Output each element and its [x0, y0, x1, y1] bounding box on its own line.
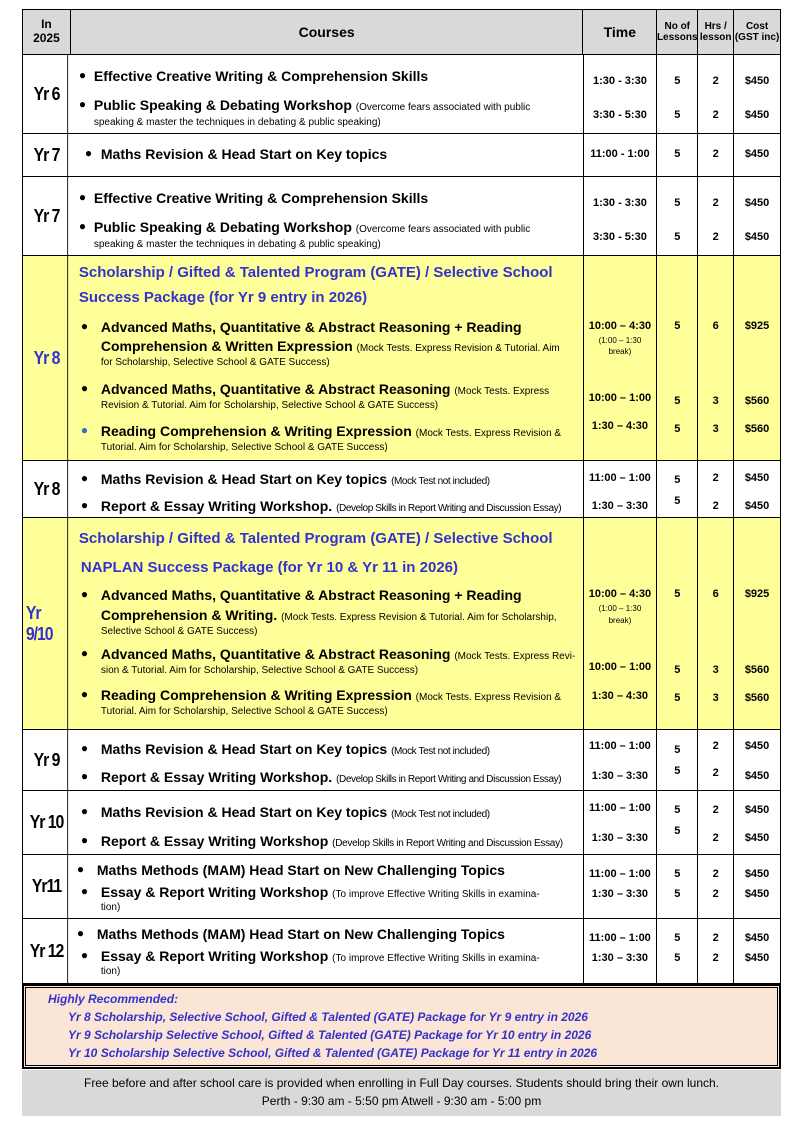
hours-cell: 6 3 3: [698, 518, 734, 729]
year-label: Yr 9: [26, 730, 68, 790]
hours-cell: 2 2: [698, 855, 734, 918]
recommended-line: Yr 8 Scholarship, Selective School, Gifted & Talented (GATE) Package for Yr 9 entry in 2026: [68, 1010, 588, 1024]
header-lessons: No of Lessons: [657, 10, 698, 54]
header-cost: Cost (GST inc): [734, 20, 780, 43]
time-cell: 11:00 - 1:00: [584, 134, 658, 176]
time-cell: 11:00 – 1:00 1:30 – 3:30: [584, 461, 658, 517]
table-row: [23, 134, 780, 177]
hours-cell: 2 2: [698, 461, 734, 517]
cost-cell: $450 $450: [744, 197, 770, 243]
hours-cell: 2 2: [698, 177, 734, 255]
cost-cell: $450 $450: [744, 804, 770, 844]
hours-cell: 2 2: [698, 730, 734, 790]
course-cell: ● Maths Revision & Head Start on Key topics (Mock Test not included) ● Report & Essay Writing Workshop (Develop Skills in Report Writing and Discussion Essay): [71, 791, 584, 854]
lessons-cell: 5 5: [657, 461, 698, 517]
lessons-cell: 5: [657, 134, 698, 176]
year-label: Yr 9/10: [26, 518, 68, 729]
table-row: [23, 55, 780, 134]
table-row: [23, 177, 780, 256]
header-time: Time: [583, 10, 657, 54]
package-title: NAPLAN Success Package (for Yr 10 & Yr 11 in 2026): [80, 559, 459, 576]
course-cell: ● Maths Revision & Head Start on Key topics (Mock Test not included) ● Report & Essay Writing Workshop. (Develop Skills in Report Writing and Discussion Essay): [71, 730, 584, 790]
lessons-cell: 5 5 5: [657, 518, 698, 729]
time-cell: 10:00 – 4:30 (1:00 – 1:30 break) 10:00 – 1:00 1:30 – 4:30: [584, 518, 658, 729]
cost-cell: $450 $450: [744, 868, 770, 900]
course-cell: ● Maths Methods (MAM) Head Start on New Challenging Topics ● Essay & Report Writing Workshop (To improve Effective Writing Skills in examina- tion): [71, 855, 584, 918]
hours-cell: 2: [698, 134, 734, 176]
hours-cell: 2 2: [698, 791, 734, 854]
cost-cell: $925 $560 $560: [744, 588, 770, 704]
cost-cell: $450 $450: [744, 472, 770, 512]
lessons-cell: 5 5: [657, 55, 698, 133]
time-cell: 11:00 – 1:00 1:30 – 3:30: [584, 855, 658, 918]
lessons-cell: 5 5: [657, 919, 698, 983]
time-cell: 1:30 - 3:30 3:30 - 5:30: [584, 177, 658, 255]
year-label: Yr 8: [26, 256, 68, 460]
course-cell: ● Maths Methods (MAM) Head Start on New Challenging Topics ● Essay & Report Writing Workshop (To improve Effective Writing Skills in examina- tion): [71, 919, 584, 983]
cost-cell: $450 $450: [744, 932, 770, 964]
table-row: [23, 730, 780, 791]
hours-cell: 6 3 3: [698, 256, 734, 460]
footer-note: Free before and after school care is provided when enrolling in Full Day courses. Students should bring their own lunch.: [83, 1076, 719, 1090]
cost-cell: $450: [744, 148, 770, 160]
course-cell: ● Effective Creative Writing & Comprehension Skills ● Public Speaking & Debating Workshop (Overcome fears associated with public speaking & master the techniques in debating & public speaking): [71, 55, 584, 133]
header-courses: Courses: [71, 10, 584, 54]
header-hours: Hrs / lesson: [698, 10, 734, 54]
table-header: [23, 10, 780, 55]
lessons-cell: 5 5: [657, 791, 698, 854]
footer-hours: Perth - 9:30 am - 5:50 pm Atwell - 9:30 am - 5:00 pm: [261, 1094, 542, 1108]
year-label: Yr 12: [26, 919, 68, 983]
table-row: [23, 461, 780, 518]
header-year: In 2025: [23, 10, 71, 54]
lessons-cell: 5 5: [657, 177, 698, 255]
table-row: [23, 791, 780, 855]
time-cell: 11:00 – 1:00 1:30 – 3:30: [584, 791, 658, 854]
time-cell: 11:00 – 1:00 1:30 – 3:30: [584, 919, 658, 983]
course-cell: ● Effective Creative Writing & Comprehension Skills ● Public Speaking & Debating Workshop (Overcome fears associated with public speaking & master the techniques in debating & public speaking): [71, 177, 584, 255]
lessons-cell: 5 5: [657, 855, 698, 918]
course-cell: Scholarship / Gifted & Talented Program (GATE) / Selective School Success Package (for Yr 9 entry in 2026) ● Advanced Maths, Quantitative & Abstract Reasoning + Reading Comprehension & Written Expression (Mock Tests. Express Revision & Tutorial. Aim for Scholarship, Selective School & GATE Success) ● Advanced Maths, Quantitative & Abstract Reasoning (Mock Tests. Express Revision & Tutorial. Aim for Scholarship, Selective School & GATE Success) ● Reading Comprehension & Writing Expression (Mock Tests. Express Revision & Tutorial. Aim for Scholarship, Selective School & GATE Success): [71, 256, 584, 460]
lessons-cell: 5 5 5: [657, 256, 698, 460]
time-cell: 11:00 – 1:00 1:30 – 3:30: [584, 730, 658, 790]
recommended-line: Yr 10 Scholarship Selective School, Gifted & Talented (GATE) Package for Yr 11 entry in 2026: [68, 1046, 598, 1060]
time-cell: 1:30 - 3:30 3:30 - 5:30: [584, 55, 658, 133]
lessons-cell: 5 5: [657, 730, 698, 790]
course-table: [22, 9, 781, 984]
table-row: [23, 919, 780, 983]
cost-cell: $450 $450: [744, 75, 770, 121]
year-label: Yr 10: [26, 791, 68, 854]
year-label: Yr 7: [26, 134, 68, 176]
table-row: [23, 518, 780, 730]
recommended-line: Yr 9 Scholarship Selective School, Gifted & Talented (GATE) Package for Yr 10 entry in 2026: [68, 1028, 592, 1042]
cost-cell: $925 $560 $560: [744, 320, 770, 435]
time-cell: 10:00 – 4:30 (1:00 – 1:30 break) 10:00 – 1:00 1:30 – 4:30: [584, 256, 658, 460]
course-cell: ● Maths Revision & Head Start on Key topics (Mock Test not included) ● Report & Essay Writing Workshop. (Develop Skills in Report Writing and Discussion Essay): [71, 461, 584, 517]
package-title: Scholarship / Gifted & Talented Program (GATE) / Selective School: [78, 264, 553, 281]
course-cell: Scholarship / Gifted & Talented Program (GATE) / Selective School NAPLAN Success Package (for Yr 10 & Yr 11 in 2026) ● Advanced Maths, Quantitative & Abstract Reasoning + Reading Comprehension & Writing. (Mock Tests. Express Revision & Tutorial. Aim for Scholarship, Selective School & GATE Success) ● Advanced Maths, Quantitative & Abstract Reasoning (Mock Tests. Express Revi- sion & Tutorial. Aim for Scholarship, Selective School & GATE Success) ● Reading Comprehension & Writing Expression (Mock Tests. Express Revision & Tutorial. Aim for Scholarship, Selective School & GATE Success): [71, 518, 584, 729]
course-cell: ● Maths Revision & Head Start on Key topics: [71, 134, 584, 176]
recommended-heading: Highly Recommended:: [48, 992, 179, 1006]
cost-cell: $450 $450: [744, 740, 770, 782]
table-row: [23, 855, 780, 919]
year-label: Yr 7: [26, 177, 68, 255]
footer: [22, 1070, 781, 1116]
year-label: Yr 6: [26, 55, 68, 133]
year-label: Yr11: [26, 855, 68, 918]
hours-cell: 2 2: [698, 919, 734, 983]
year-label: Yr 8: [26, 461, 68, 517]
table-row: [23, 256, 780, 461]
recommended-box: [22, 984, 781, 1069]
package-title: Scholarship / Gifted & Talented Program (GATE) / Selective School: [78, 530, 553, 547]
hours-cell: 2 2: [698, 55, 734, 133]
package-title: Success Package (for Yr 9 entry in 2026): [78, 289, 368, 306]
